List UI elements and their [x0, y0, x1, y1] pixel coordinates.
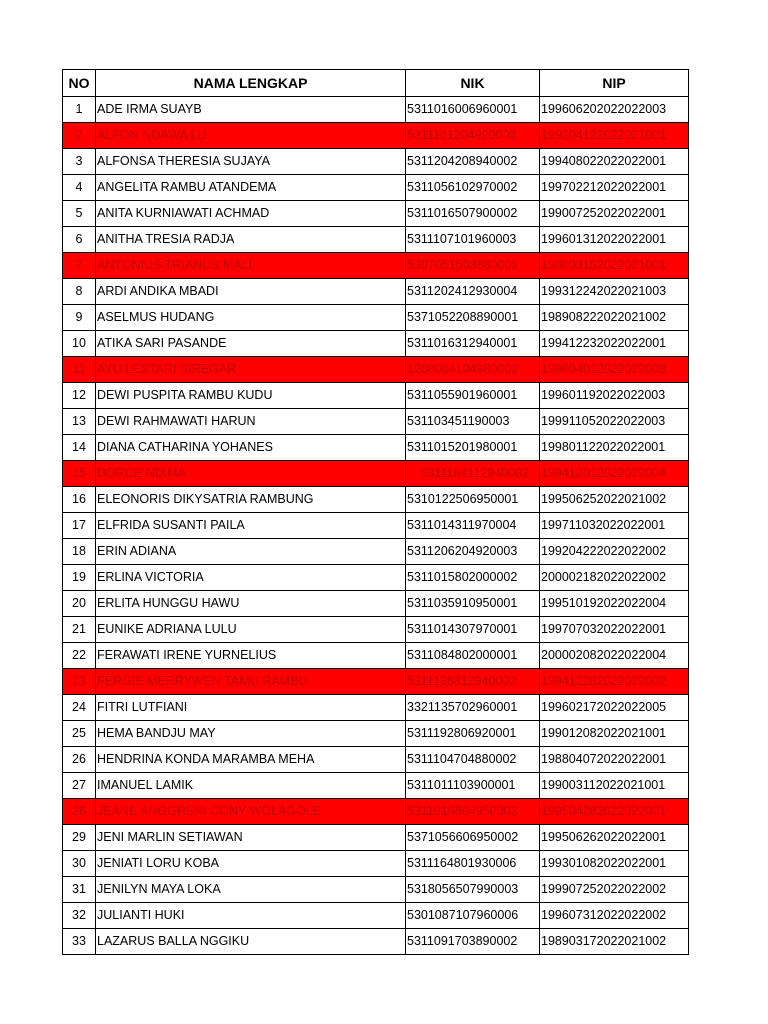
- cell-nik: 5311014311970004: [406, 513, 540, 539]
- table-row: [63, 747, 689, 773]
- table-row: [63, 513, 689, 539]
- cell-name: DORCE NDIMA: [96, 461, 406, 487]
- cell-no: 9: [63, 305, 96, 331]
- cell-no: 6: [63, 227, 96, 253]
- cell-name: DEWI RAHMAWATI HARUN: [96, 409, 406, 435]
- cell-nik: 5311055901960001: [406, 383, 540, 409]
- table-row: [63, 331, 689, 357]
- cell-no: 12: [63, 383, 96, 409]
- cell-nip: 198903172022021002: [540, 929, 689, 955]
- cell-nip: 199607312022022002: [540, 903, 689, 929]
- cell-name: DEWI PUSPITA RAMBU KUDU: [96, 383, 406, 409]
- cell-no: 25: [63, 721, 96, 747]
- cell-nip: 199606202022022003: [540, 97, 689, 123]
- table-header: [63, 70, 689, 97]
- cell-nip: 199911052022022003: [540, 409, 689, 435]
- cell-name: ANGELITA RAMBU ATANDEMA: [96, 175, 406, 201]
- cell-nik: 5371052208890001: [406, 305, 540, 331]
- employee-table: [62, 69, 689, 955]
- cell-name: HENDRINA KONDA MARAMBA MEHA: [96, 747, 406, 773]
- cell-no: 32: [63, 903, 96, 929]
- column-header-no: NO: [63, 70, 96, 97]
- cell-no: 23: [63, 669, 96, 695]
- cell-nip: 199204222022022002: [540, 539, 689, 565]
- cell-no: 30: [63, 851, 96, 877]
- cell-name: ALFON NDAWA LU: [96, 123, 406, 149]
- cell-name: LAZARUS BALLA NGGIKU: [96, 929, 406, 955]
- cell-name: EUNIKE ADRIANA LULU: [96, 617, 406, 643]
- cell-no: 17: [63, 513, 96, 539]
- cell-nik: 5311016804950002: [406, 799, 540, 825]
- table-row: [63, 669, 689, 695]
- cell-name: ANITHA TRESIA RADJA: [96, 227, 406, 253]
- cell-no: 11: [63, 357, 96, 383]
- cell-no: 21: [63, 617, 96, 643]
- cell-nip: 199801122022022001: [540, 435, 689, 461]
- cell-no: 5: [63, 201, 96, 227]
- cell-no: 2: [63, 123, 96, 149]
- table-row: [63, 461, 689, 487]
- cell-no: 15: [63, 461, 96, 487]
- cell-nip: 199408022022022001: [540, 149, 689, 175]
- cell-nip: 198804072022022001: [540, 747, 689, 773]
- cell-nip: 199602172022022005: [540, 695, 689, 721]
- cell-nip: 200002182022022002: [540, 565, 689, 591]
- column-header-name: NAMA LENGKAP: [96, 70, 406, 97]
- cell-name: HEMA BANDJU MAY: [96, 721, 406, 747]
- cell-nik: 5301087107960006: [406, 903, 540, 929]
- cell-nip: 199601192022022003: [540, 383, 689, 409]
- table-row: [63, 799, 689, 825]
- cell-no: 4: [63, 175, 96, 201]
- table-row: [63, 383, 689, 409]
- cell-name: JULIANTI HUKI: [96, 903, 406, 929]
- table-row: [63, 695, 689, 721]
- cell-nip: 199301082022022001: [540, 851, 689, 877]
- cell-nik: 1208064104980002: [406, 357, 540, 383]
- cell-nik: 5311084802000001: [406, 643, 540, 669]
- cell-nik: 5311016006960001: [406, 97, 540, 123]
- cell-name: ATIKA SARI PASANDE: [96, 331, 406, 357]
- cell-nik: 5311091703890002: [406, 929, 540, 955]
- cell-nik: 5311136812940002: [406, 669, 540, 695]
- cell-nip: 199412282022022002: [540, 669, 689, 695]
- cell-nip: 199007252022022001: [540, 201, 689, 227]
- table-row: [63, 773, 689, 799]
- cell-name: JENI MARLIN SETIAWAN: [96, 825, 406, 851]
- cell-nik: 5311161204920003: [406, 123, 540, 149]
- cell-nik: 5311014307970001: [406, 617, 540, 643]
- table-row: [63, 617, 689, 643]
- cell-no: 1: [63, 97, 96, 123]
- cell-nip: 199412232022022001: [540, 331, 689, 357]
- cell-name: ADE IRMA SUAYB: [96, 97, 406, 123]
- cell-nip: 199601312022022001: [540, 227, 689, 253]
- cell-name: ARDI ANDIKA MBADI: [96, 279, 406, 305]
- cell-nik: 5311206204920003: [406, 539, 540, 565]
- cell-nik: 5311204208940002: [406, 149, 540, 175]
- column-header-nik: NIK: [406, 70, 540, 97]
- table-row: [63, 565, 689, 591]
- cell-name: ASELMUS HUDANG: [96, 305, 406, 331]
- cell-nip: 199707032022022001: [540, 617, 689, 643]
- table-row: [63, 487, 689, 513]
- table-row: [63, 539, 689, 565]
- cell-nik: 5311035910950001: [406, 591, 540, 617]
- cell-nip: 199312242022021003: [540, 279, 689, 305]
- cell-name: ERLITA HUNGGU HAWU: [96, 591, 406, 617]
- column-header-nip: NIP: [540, 70, 689, 97]
- cell-nik: 5311192806920001: [406, 721, 540, 747]
- cell-nip: 199012082022021001: [540, 721, 689, 747]
- cell-nik: 531103451190003: [406, 409, 540, 435]
- cell-name: FERGIE MERRYWEN TAMU RAMBU: [96, 669, 406, 695]
- cell-nip: 199204122022021001: [540, 123, 689, 149]
- cell-name: FERAWATI IRENE YURNELIUS: [96, 643, 406, 669]
- table-row: [63, 175, 689, 201]
- table-body: [63, 97, 689, 955]
- cell-no: 19: [63, 565, 96, 591]
- cell-no: 24: [63, 695, 96, 721]
- cell-no: 27: [63, 773, 96, 799]
- cell-nip: 199702212022022001: [540, 175, 689, 201]
- cell-name: DIANA CATHARINA YOHANES: [96, 435, 406, 461]
- cell-name: FITRI LUTFIANI: [96, 695, 406, 721]
- cell-no: 8: [63, 279, 96, 305]
- table-row: [63, 721, 689, 747]
- cell-nik: 5311104704880002: [406, 747, 540, 773]
- cell-no: 20: [63, 591, 96, 617]
- cell-nip: 198803152022021001: [540, 253, 689, 279]
- cell-nip: 199907252022022002: [540, 877, 689, 903]
- cell-nik: 5311107101960003: [406, 227, 540, 253]
- table-row: [63, 279, 689, 305]
- cell-no: 33: [63, 929, 96, 955]
- cell-name: ERIN ADIANA: [96, 539, 406, 565]
- cell-name: JENIATI LORU KOBA: [96, 851, 406, 877]
- table-row: [63, 877, 689, 903]
- cell-no: 16: [63, 487, 96, 513]
- table-row: [63, 97, 689, 123]
- cell-nip: 199506262022022001: [540, 825, 689, 851]
- cell-nip: 199506252022021002: [540, 487, 689, 513]
- cell-no: 31: [63, 877, 96, 903]
- table-row: [63, 435, 689, 461]
- table-row: [63, 227, 689, 253]
- cell-nip: 199412012022022004: [540, 461, 689, 487]
- table-row: [63, 253, 689, 279]
- cell-no: 10: [63, 331, 96, 357]
- cell-name: ELFRIDA SUSANTI PAILA: [96, 513, 406, 539]
- cell-nik: 3321135702960001: [406, 695, 540, 721]
- cell-nik: 5371056606950002: [406, 825, 540, 851]
- table-row: [63, 149, 689, 175]
- cell-nik: 5311016312940001: [406, 331, 540, 357]
- cell-name: ELEONORIS DIKYSATRIA RAMBUNG: [96, 487, 406, 513]
- cell-no: 14: [63, 435, 96, 461]
- cell-name: JENILYN MAYA LOKA: [96, 877, 406, 903]
- cell-nip: 199510192022022004: [540, 591, 689, 617]
- cell-no: 3: [63, 149, 96, 175]
- cell-nip: 200002082022022004: [540, 643, 689, 669]
- cell-nik: 5311056102970002: [406, 175, 540, 201]
- cell-nik: 5311015802000002: [406, 565, 540, 591]
- cell-no: 28: [63, 799, 96, 825]
- cell-nik: 5318056507990003: [406, 877, 540, 903]
- cell-nik: 5311011103900001: [406, 773, 540, 799]
- cell-name: IMANUEL LAMIK: [96, 773, 406, 799]
- table-row: [63, 929, 689, 955]
- table-row: [63, 851, 689, 877]
- cell-nik: 5307051503880001: [406, 253, 540, 279]
- cell-no: 22: [63, 643, 96, 669]
- table-row: [63, 825, 689, 851]
- table-row: [63, 409, 689, 435]
- cell-nip: 199504282022022001: [540, 799, 689, 825]
- cell-name: JEANE ANGGRENI CONY WOLAGOLE: [96, 799, 406, 825]
- cell-no: 18: [63, 539, 96, 565]
- cell-nik: 5311164112940002: [406, 461, 540, 487]
- header-row: [63, 70, 689, 97]
- table-row: [63, 903, 689, 929]
- cell-nik: 5311015201980001: [406, 435, 540, 461]
- cell-no: 13: [63, 409, 96, 435]
- cell-no: 26: [63, 747, 96, 773]
- cell-nip: 199804012022022003: [540, 357, 689, 383]
- cell-no: 29: [63, 825, 96, 851]
- cell-name: ANTONIUS TRIANUS MALI: [96, 253, 406, 279]
- table-row: [63, 357, 689, 383]
- cell-name: ALFONSA THERESIA SUJAYA: [96, 149, 406, 175]
- table-row: [63, 123, 689, 149]
- cell-nip: 199003112022021001: [540, 773, 689, 799]
- cell-name: ERLINA VICTORIA: [96, 565, 406, 591]
- cell-nip: 198908222022021002: [540, 305, 689, 331]
- cell-nip: 199711032022022001: [540, 513, 689, 539]
- cell-nik: 5310122506950001: [406, 487, 540, 513]
- cell-name: ANITA KURNIAWATI ACHMAD: [96, 201, 406, 227]
- cell-no: 7: [63, 253, 96, 279]
- table-row: [63, 201, 689, 227]
- table-row: [63, 305, 689, 331]
- cell-nik: 5311202412930004: [406, 279, 540, 305]
- cell-nik: 5311016507900002: [406, 201, 540, 227]
- cell-nik: 5311164801930006: [406, 851, 540, 877]
- table-row: [63, 643, 689, 669]
- table-row: [63, 591, 689, 617]
- cell-name: AYU LESTARI SIREGAR: [96, 357, 406, 383]
